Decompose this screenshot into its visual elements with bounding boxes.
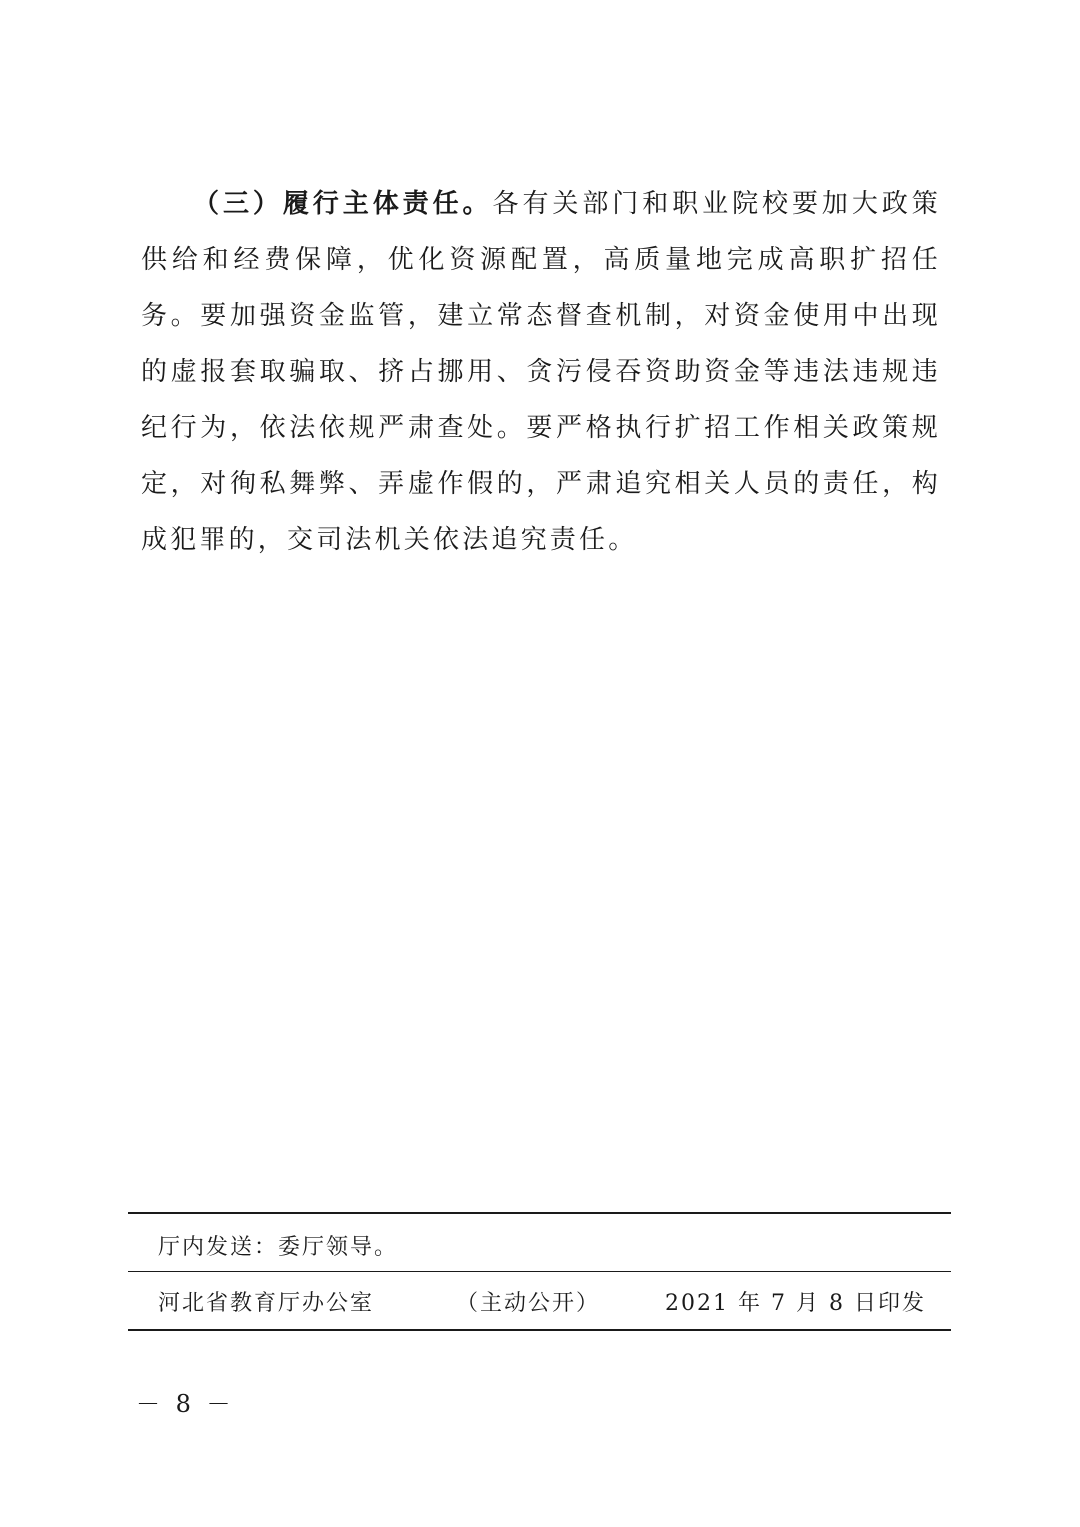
issue-date: 2021 年 7 月 8 日印发 xyxy=(665,1291,926,1316)
page-number: － 8 － xyxy=(136,1390,235,1418)
footer-bottom-rule xyxy=(128,1329,951,1331)
issuer-office: 河北省教育厅办公室 xyxy=(158,1291,375,1316)
disclosure-type: （主动公开） xyxy=(456,1291,601,1316)
distribution-line: 厅内发送：委厅领导。 xyxy=(158,1235,399,1260)
body-paragraph xyxy=(141,176,941,568)
paragraph-text: 各有关部门和职业院校要加大政策供给和经费保障，优化资源配置，高质量地完成高职扩招任务。要加强资金监管，建立常态督查机制，对资金使用中出现的虚报套取骗取、挤占挪用、贪污侵吞资助资金等违法违规违纪行为，依法依规严肃查处。要严格执行扩招工作相关政策规定，对徇私舞弊、弄虚作假的，严肃追究相关人员的责任，构成犯罪的，交司法机关依法追究责任。 xyxy=(141,189,941,555)
section-heading: （三）履行主体责任。 xyxy=(193,189,493,219)
footer-middle-rule xyxy=(128,1271,951,1272)
footer-top-rule xyxy=(128,1212,951,1214)
